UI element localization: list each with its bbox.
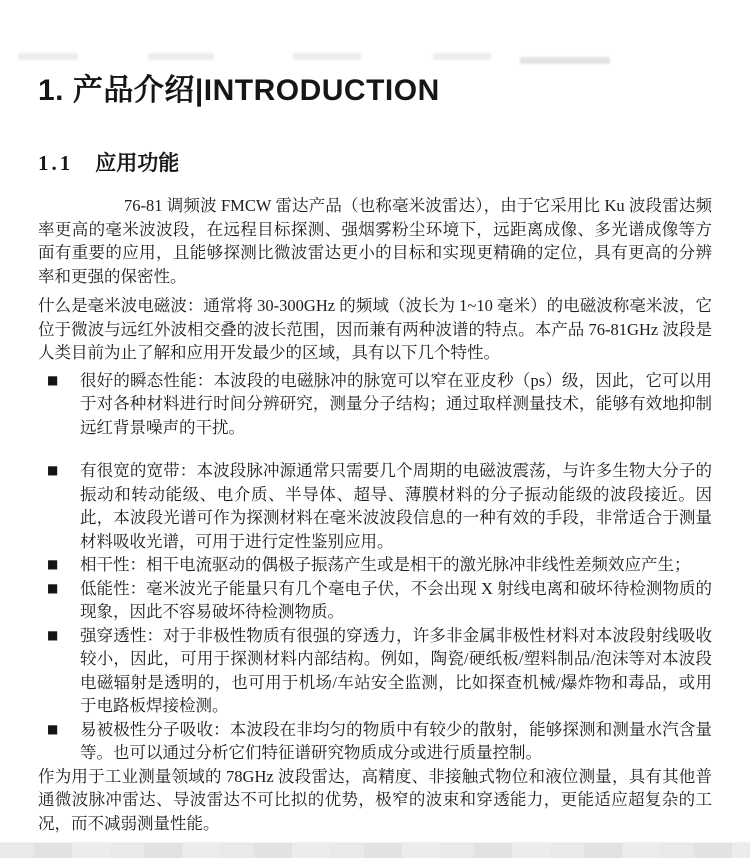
bullet-square-icon: ■	[47, 627, 59, 642]
list-item-text: 强穿透性：对于非极性物质有很强的穿透力，许多非金属非极性材料对本波段射线吸收较小，因此，可用于探测材料内部结构。例如，陶瓷/硬纸板/塑料制品/泡沫等对本波段电磁辐射是透明的，也可用于机场/车站安全监测，比如探查机械/爆炸物和毒品，或用于电路板焊接检测。	[80, 625, 712, 715]
bullet-square-icon: ■	[47, 721, 59, 736]
list-item-wide-bandwidth	[38, 459, 712, 553]
list-item-penetration	[38, 624, 712, 718]
list-item-text: 有很宽的宽带：本波段脉冲源通常只需要几个周期的电磁波震荡，与许多生物大分子的振动和转动能级、电介质、半导体、超导、薄膜材料的分子振动能级的波段接近。因此，本波段光谱可作为探测材料在毫米波波段信息的一种有效的手段，非常适合于测量材料吸收光谱，可用于进行定性鉴别应用。	[80, 461, 712, 551]
list-item-text: 易被极性分子吸收：本波段在非均匀的物质中有较少的散射，能够探测和测量水汽含量等。也可以通过分析它们特征谱研究物质成分或进行质量控制。	[80, 719, 712, 762]
page-bottom-edge	[0, 842, 750, 858]
list-item-transient-performance	[38, 369, 712, 440]
chapter-title: 1. 产品介绍|INTRODUCTION	[38, 74, 440, 107]
list-item-low-energy	[38, 577, 712, 624]
section-heading	[38, 150, 712, 177]
scan-artifact	[148, 53, 214, 60]
paragraph-what-is-mmwave: 什么是毫米波电磁波：通常将 30-300GHz 的频域（波长为 1~10 毫米）的电磁波称毫米波，它位于微波与远红外波相交叠的波长范围，因而兼有两种波谱的特点。本产品 76-81GHz 波段是人类目前为止了解和应用开发最少的区域，具有以下几个特性。	[38, 296, 712, 362]
list-item-coherence	[38, 553, 712, 577]
scan-artifact	[520, 57, 610, 64]
feature-list	[38, 369, 712, 765]
bullet-square-icon: ■	[47, 463, 59, 477]
bullet-square-icon: ■	[47, 580, 59, 595]
scan-artifact	[18, 53, 78, 60]
list-item-text: 低能性：毫米波光子能量只有几个毫电子伏，不会出现 X 射线电离和破坏待检测物质的现象，因此不容易破坏待检测物质。	[80, 578, 712, 621]
section-number: 1.1	[38, 151, 74, 175]
bullet-square-icon: ■	[47, 557, 59, 571]
section-title: 应用功能	[95, 151, 180, 175]
bullet-square-icon: ■	[47, 372, 59, 387]
scan-artifact	[293, 53, 361, 60]
paragraph-closing: 作为用于工业测量领域的 78GHz 波段雷达，高精度、非接触式物位和液位测量，具有其他普通微波脉冲雷达、导波雷达不可比拟的优势，极窄的波束和穿透能力，更能适应超复杂的工况，而不减弱测量性能。	[38, 766, 712, 833]
list-item-text: 相干性：相干电流驱动的偶极子振荡产生或是相干的激光脉冲非线性差频效应产生；	[80, 555, 691, 574]
scan-artifact	[433, 53, 491, 60]
list-item-text: 很好的瞬态性能：本波段的电磁脉冲的脉宽可以窄在亚皮秒（ps）级，因此，它可以用于对各种材料进行时间分辨研究，测量分子结构；通过取样测量技术，能够有效地抑制远红背景噪声的干扰。	[80, 370, 712, 437]
list-item-polar-absorption	[38, 718, 712, 765]
paragraph-product-intro: 76-81 调频波 FMCW 雷达产品（也称毫米波雷达），由于它采用比 Ku 波段雷达频率更高的毫米波波段，在远程目标探测、强烟雾粉尘环境下，远距离成像、多光谱成像等方面有重要的应用，且能够探测比微波雷达更小的目标和实现更精确的定位，具有更高的分辨率和更强的保密性。	[38, 196, 712, 286]
page-content	[0, 74, 750, 835]
